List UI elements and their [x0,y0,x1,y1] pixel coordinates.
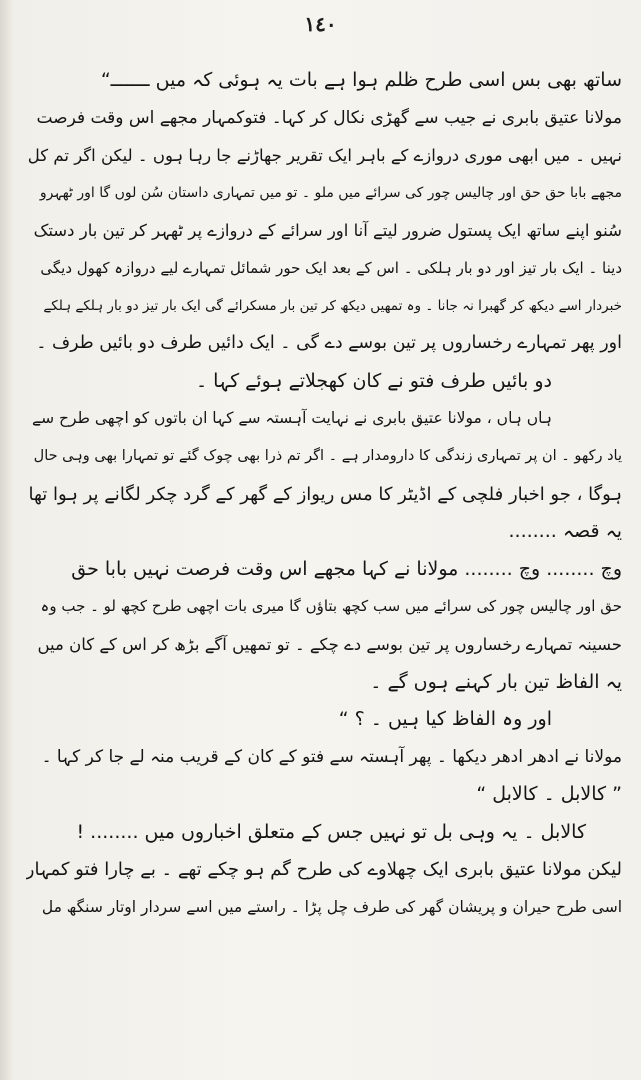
page-body-text [26,62,622,927]
text-line: مولانا عتیق بابری نے جیب سے گھڑی نکال کر کہا۔ فتوکمہار مجھے اس وقت فرصت [36,107,622,128]
text-line: ہاں ہاں ، مولانا عتیق بابری نے نہایت آہستہ سے کہا ان باتوں کو اچھی طرح سے [32,409,552,428]
text-line: خبردار اسے دیکھ کر گھبرا نہ جانا ۔ وہ تمھیں دیکھ کر تین بار مسکرائے گی ایک بار تیز دو بار ہلکے ہلکے [43,297,622,314]
text-line: کالابل ۔ یہ وہی بل تو نہیں جس کے متعلق اخباروں میں ........ ! [76,820,586,843]
text-line: اور پھر تمہارے رخساروں پر تین بوسے دے گی ۔ ایک دائیں طرف دو بائیں طرف ۔ [36,333,622,354]
page-number: ١٤٠ [304,12,337,36]
text-line: حسینہ تمہارے رخساروں پر تین بوسے دے چکے ۔ تو تمھیں آگے بڑھ کر اس کے کان میں [37,634,622,654]
text-line: لیکن مولانا عتیق بابری ایک چھلاوے کی طرح گم ہو چکے تھے ۔ بے چارا فتو کمہار [26,859,622,881]
text-line: یہ الفاظ تین بار کہنے ہوں گے ۔ [370,670,622,693]
text-line: ” کالابل ۔ کالابل “ [476,783,622,806]
text-line: اور وہ الفاظ کیا ہیں ۔ ؟ “ [338,708,552,731]
text-line: ہوگا ، جو اخبار فلچی کے اڈیٹر کا مس ریواز کے گھر کے گرد چکر لگانے پر ہوا تھا [28,483,622,505]
text-line: اسی طرح حیران و پریشان گھر کی طرف چل پڑا ۔ راستے میں اسے سردار اوتار سنگھ مل [41,898,622,917]
text-line: مجھے بابا حق حق اور چالیس چور کی سرائے میں ملو ۔ تو میں تمہاری داستان سُن لوں گا اور ٹھہرو [39,184,622,201]
text-line: حق اور چالیس چور کی سرائے میں سب کچھ بتاؤں گا میری بات اچھی طرح کچھ لو ۔ جب وہ [40,597,622,616]
text-line: یہ قصہ ........ [508,520,622,543]
text-line: یاد رکھو ۔ ان پر تمہاری زندگی کا دارومدار ہے ۔ اگر تم ذرا بھی چوک گئے تو تمہارا بھی وہی حال [33,447,622,464]
text-line: ساتھ بھی بس اسی طرح ظلم ہوا ہے بات یہ ہوئی کہ میں ـــــــ“ [100,69,622,91]
text-line: مولانا نے ادھر ادھر دیکھا ۔ پھر آہستہ سے فتو کے کان کے قریب منہ لے جا کر کہا ۔ [41,746,622,767]
text-line: سُنو اپنے ساتھ ایک پستول ضرور لیتے آنا اور سرائے کے دروازے پر ٹھہر کر تین بار دستک [33,221,622,241]
text-line: دینا ۔ ایک بار تیز اور دو بار ہلکی ۔ اس کے بعد ایک حور شمائل تمہارے لیے دروازہ کھول دیگی [40,258,622,277]
text-line: وچ ........ وچ ........ مولانا نے کہا مجھے اس وقت فرصت نہیں بابا حق [71,557,622,580]
text-line: دو بائیں طرف فتو نے کان کھجلاتے ہوئے کہا ۔ [196,369,552,392]
text-line: نہیں ۔ میں ابھی موری دروازے کے باہر ایک تقریر جھاڑنے جا رہا ہوں ۔ لیکن اگر تم کل [27,146,622,166]
